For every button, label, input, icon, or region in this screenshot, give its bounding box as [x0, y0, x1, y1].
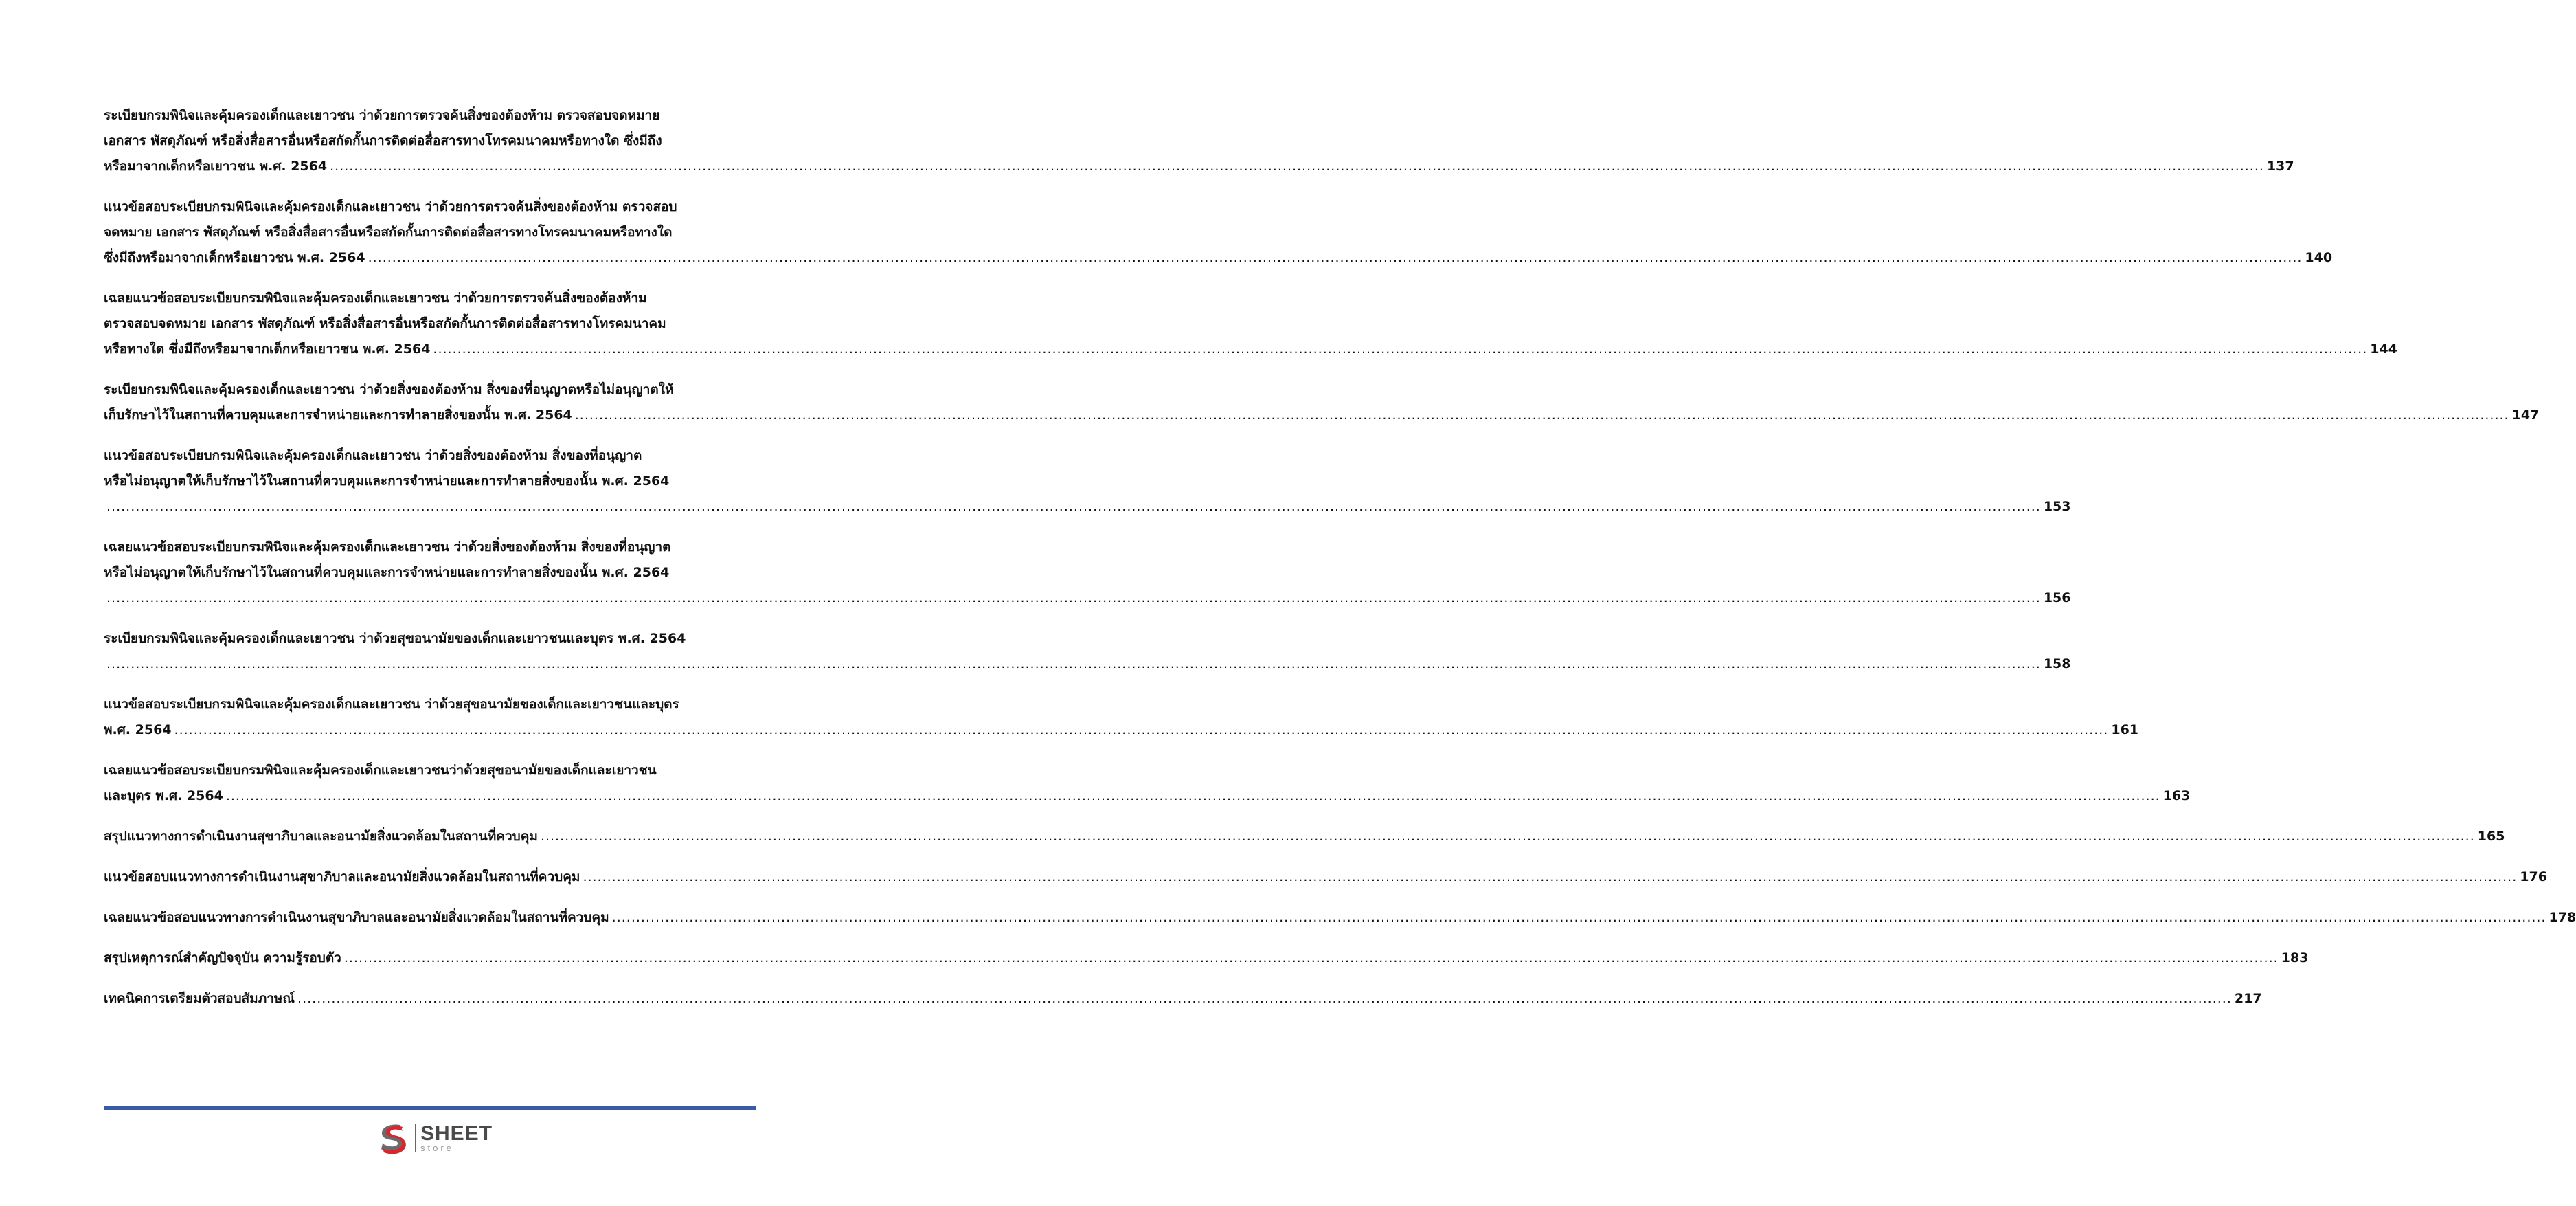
toc-page-number: 178	[2549, 910, 2576, 925]
toc-entry[interactable]	[104, 946, 2309, 971]
toc-page-number: 158	[2043, 656, 2071, 671]
toc-entry-title-last-line: เฉลยแนวข้อสอบแนวทางการดำเนินงานสุขาภิบาลและอนามัยสิ่งแวดล้อมในสถานที่ควบคุม	[104, 910, 609, 925]
toc-entry[interactable]	[104, 103, 2294, 179]
toc-entry-title-last-line: หรือทางใด ซึ่งมีถึงหรือมาจากเด็กหรือเยาวชน พ.ศ. 2564	[104, 342, 431, 357]
toc-entry-leader-row	[104, 585, 2071, 611]
toc-page-number: 183	[2281, 950, 2309, 965]
toc-entry-title-line: ระเบียบกรมพินิจและคุ้มครองเด็กและเยาวชน ว่าด้วยสิ่งของต้องห้าม สิ่งของที่อนุญาตหรือไม่อนุญาตให้	[104, 382, 674, 397]
toc-dot-leader: ................................................................................................................................................................................................................................................................................................................................................................................................................	[225, 788, 2160, 803]
toc-page-number: 153	[2043, 499, 2071, 514]
toc-entry-title-last-line: สรุปเหตุการณ์สำคัญปัจจุบัน ความรู้รอบตัว	[104, 950, 341, 965]
toc-dot-leader: ................................................................................................................................................................................................................................................................................................................................................................................................................	[540, 829, 2475, 844]
toc-page-number: 137	[2266, 159, 2294, 174]
toc-entry-title-line: หรือไม่อนุญาตให้เก็บรักษาไว้ในสถานที่ควบคุมและการจำหน่ายและการทำลายสิ่งของนั้น พ.ศ. 2564	[104, 473, 670, 489]
toc-entry-title-line: ระเบียบกรมพินิจและคุ้มครองเด็กและเยาวชน ว่าด้วยสุขอนามัยของเด็กและเยาวชนและบุตร พ.ศ. 2564	[104, 631, 686, 646]
toc-dot-leader: ................................................................................................................................................................................................................................................................................................................................................................................................................	[343, 950, 2279, 965]
toc-page-number: 144	[2370, 342, 2397, 357]
toc-entry[interactable]	[104, 626, 2071, 677]
toc-dot-leader: ................................................................................................................................................................................................................................................................................................................................................................................................................	[368, 250, 2303, 265]
toc-entry-leader-row	[104, 864, 2547, 890]
toc-entry[interactable]	[104, 758, 2191, 809]
toc-dot-leader: ................................................................................................................................................................................................................................................................................................................................................................................................................	[574, 407, 2509, 423]
toc-page-number: 161	[2111, 722, 2139, 737]
toc-dot-leader: ................................................................................................................................................................................................................................................................................................................................................................................................................	[297, 991, 2232, 1006]
toc-entry-leader-row	[104, 154, 2294, 179]
toc-dot-leader: ................................................................................................................................................................................................................................................................................................................................................................................................................	[106, 499, 2041, 514]
toc-entry[interactable]	[104, 986, 2262, 1012]
toc-entry-leader-row	[104, 783, 2191, 809]
toc-entry-title-line: จดหมาย เอกสาร พัสดุภัณฑ์ หรือสิ่งสื่อสารอื่นหรือสกัดกั้นการติดต่อสื่อสารทางโทรคมนาคมหรือทางใด	[104, 225, 673, 240]
toc-entry-title-last-line: และบุตร พ.ศ. 2564	[104, 788, 223, 803]
toc-entry-title-line: เอกสาร พัสดุภัณฑ์ หรือสิ่งสื่อสารอื่นหรือสกัดกั้นการติดต่อสื่อสารทางโทรคมนาคมหรือทางใด ซึ่งมีถึง	[104, 133, 662, 148]
toc-entry-title-last-line: ซึ่งมีถึงหรือมาจากเด็กหรือเยาวชน พ.ศ. 2564	[104, 250, 365, 265]
toc-entry-title-last-line: แนวข้อสอบแนวทางการดำเนินงานสุขาภิบาลและอนามัยสิ่งแวดล้อมในสถานที่ควบคุม	[104, 869, 580, 884]
toc-entry[interactable]	[104, 443, 2071, 520]
logo-brand: SHEET	[420, 1122, 493, 1145]
logo-divider	[415, 1124, 416, 1152]
toc-dot-leader: ................................................................................................................................................................................................................................................................................................................................................................................................................	[106, 656, 2041, 671]
toc-entry[interactable]	[104, 905, 2576, 930]
toc-page-number: 217	[2234, 991, 2262, 1006]
toc-entry-leader-row	[104, 651, 2071, 677]
toc-entry-title-line: เฉลยแนวข้อสอบระเบียบกรมพินิจและคุ้มครองเด็กและเยาวชน ว่าด้วยสิ่งของต้องห้าม สิ่งของที่อนุญาต	[104, 539, 671, 555]
toc-page-number: 176	[2520, 869, 2547, 884]
toc-page-number: 147	[2511, 407, 2540, 423]
toc-entry-leader-row	[104, 717, 2139, 743]
toc-entry-leader-row	[104, 824, 2505, 849]
toc-page-number: 140	[2305, 250, 2333, 265]
footer-rule	[104, 1106, 756, 1110]
toc-entry-leader-row	[104, 986, 2262, 1012]
toc-entry-leader-row	[104, 494, 2071, 520]
toc-entry[interactable]	[104, 864, 2547, 890]
sheet-store-logo	[376, 1120, 493, 1156]
logo-text	[420, 1124, 493, 1152]
toc-page-number: 165	[2477, 829, 2505, 844]
toc-entry-title-line: แนวข้อสอบระเบียบกรมพินิจและคุ้มครองเด็กและเยาวชน ว่าด้วยสิ่งของต้องห้าม สิ่งของที่อนุญาต	[104, 448, 642, 463]
toc-dot-leader: ................................................................................................................................................................................................................................................................................................................................................................................................................	[583, 869, 2518, 884]
toc-page-number: 156	[2043, 590, 2071, 605]
toc-entry-leader-row	[104, 905, 2576, 930]
toc-entry-title-line: ตรวจสอบจดหมาย เอกสาร พัสดุภัณฑ์ หรือสิ่งสื่อสารอื่นหรือสกัดกั้นการติดต่อสื่อสารทางโทรคมนาคม	[104, 316, 666, 331]
toc-entry-title-line: เฉลยแนวข้อสอบระเบียบกรมพินิจและคุ้มครองเด็กและเยาวชนว่าด้วยสุขอนามัยของเด็กและเยาวชน	[104, 763, 657, 778]
toc-entry[interactable]	[104, 194, 2333, 271]
toc-entry-leader-row	[104, 245, 2333, 271]
toc-entry[interactable]	[104, 692, 2139, 743]
toc-entry-title-last-line: เก็บรักษาไว้ในสถานที่ควบคุมและการจำหน่ายและการทำลายสิ่งของนั้น พ.ศ. 2564	[104, 407, 572, 423]
toc-dot-leader: ................................................................................................................................................................................................................................................................................................................................................................................................................	[330, 159, 2264, 174]
toc-entry-title-line: แนวข้อสอบระเบียบกรมพินิจและคุ้มครองเด็กและเยาวชน ว่าด้วยการตรวจค้นสิ่งของต้องห้าม ตรวจสอบ	[104, 199, 677, 214]
toc-dot-leader: ................................................................................................................................................................................................................................................................................................................................................................................................................	[106, 590, 2041, 605]
table-of-contents	[104, 103, 2576, 1027]
toc-entry-leader-row	[104, 337, 2397, 362]
toc-entry[interactable]	[104, 824, 2505, 849]
toc-entry[interactable]	[104, 286, 2397, 362]
toc-dot-leader: ................................................................................................................................................................................................................................................................................................................................................................................................................	[174, 722, 2109, 737]
toc-entry-title-line: ระเบียบกรมพินิจและคุ้มครองเด็กและเยาวชน ว่าด้วยการตรวจค้นสิ่งของต้องห้าม ตรวจสอบจดหมาย	[104, 108, 660, 123]
toc-entry-title-line: แนวข้อสอบระเบียบกรมพินิจและคุ้มครองเด็กและเยาวชน ว่าด้วยสุขอนามัยของเด็กและเยาวชนและบุตร	[104, 697, 679, 712]
toc-entry-leader-row	[104, 403, 2540, 428]
toc-entry-title-line: เฉลยแนวข้อสอบระเบียบกรมพินิจและคุ้มครองเด็กและเยาวชน ว่าด้วยการตรวจค้นสิ่งของต้องห้าม	[104, 291, 647, 306]
toc-page-number: 163	[2162, 788, 2191, 803]
toc-entry-title-last-line: สรุปแนวทางการดำเนินงานสุขาภิบาลและอนามัยสิ่งแวดล้อมในสถานที่ควบคุม	[104, 829, 538, 844]
toc-dot-leader: ................................................................................................................................................................................................................................................................................................................................................................................................................	[433, 342, 2368, 357]
toc-entry[interactable]	[104, 535, 2071, 611]
toc-entry-title-line: หรือไม่อนุญาตให้เก็บรักษาไว้ในสถานที่ควบคุมและการจำหน่ายและการทำลายสิ่งของนั้น พ.ศ. 2564	[104, 565, 670, 580]
toc-entry-title-last-line: เทคนิคการเตรียมตัวสอบสัมภาษณ์	[104, 991, 295, 1006]
toc-entry-title-last-line: หรือมาจากเด็กหรือเยาวชน พ.ศ. 2564	[104, 159, 328, 174]
logo-sub: store	[420, 1143, 454, 1153]
sheet-store-logo-icon	[376, 1121, 411, 1155]
toc-entry-leader-row	[104, 946, 2309, 971]
toc-dot-leader: ................................................................................................................................................................................................................................................................................................................................................................................................................	[611, 910, 2546, 925]
toc-entry[interactable]	[104, 377, 2540, 428]
toc-entry-title-last-line: พ.ศ. 2564	[104, 722, 172, 737]
